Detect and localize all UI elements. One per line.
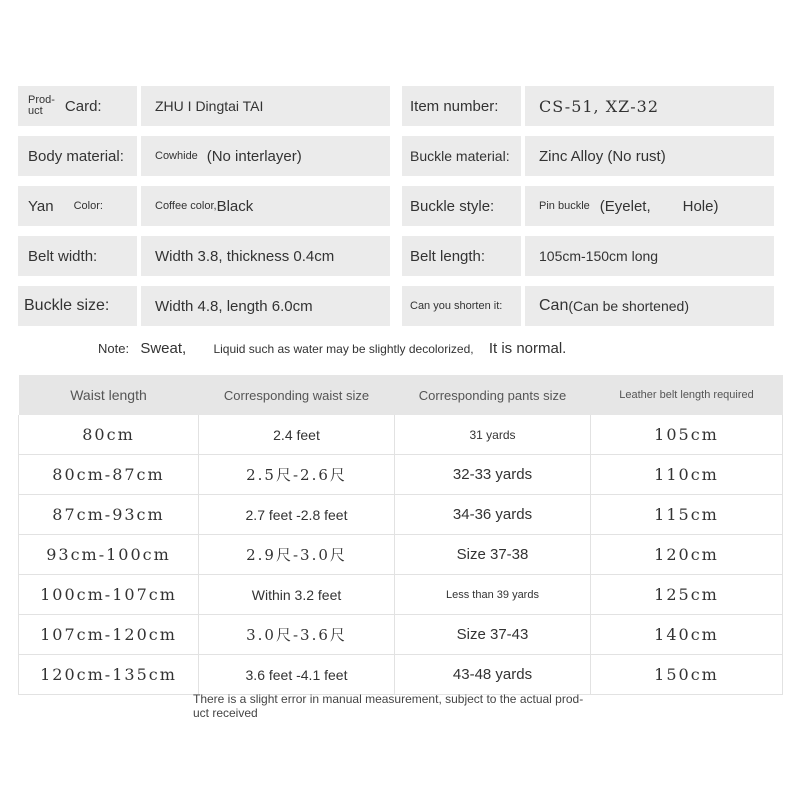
body-material-note: (No interlayer) xyxy=(206,147,302,165)
cell-pants: 32-33 yards xyxy=(395,455,591,495)
value-shorten xyxy=(525,286,774,326)
care-note xyxy=(98,340,566,357)
label-product-part1: Prod- xyxy=(28,94,55,106)
cell-size: 3.6 feet -4.1 feet xyxy=(199,655,395,695)
buckle-style-value: Pin buckle xyxy=(539,200,590,212)
cell-waist: 93cm-100cm xyxy=(19,535,199,575)
label-buckle-style xyxy=(402,186,521,226)
spec-table xyxy=(18,86,774,336)
cell-size: Within 3.2 feet xyxy=(199,575,395,615)
item-number-label: Item number: xyxy=(410,97,499,115)
cell-belt: 120cm xyxy=(591,535,783,575)
cell-belt: 110cm xyxy=(591,455,783,495)
cell-pants: 43-48 yards xyxy=(395,655,591,695)
cell-waist: 80cm-87cm xyxy=(19,455,199,495)
item-number-value: CS-51, XZ-32 xyxy=(539,96,659,116)
belt-width-value: Width 3.8, thickness 0.4cm xyxy=(155,247,335,265)
label-item-number xyxy=(402,86,521,126)
buckle-size-value: Width 4.8, length 6.0cm xyxy=(155,297,313,315)
table-row xyxy=(19,495,783,535)
header-waist-size: Corresponding waist size xyxy=(199,375,395,415)
color-value-black: Black xyxy=(216,197,254,215)
buckle-style-eyelet: (Eyelet, xyxy=(599,197,651,215)
spec-row-product xyxy=(18,86,774,126)
header-waist-length: Waist length xyxy=(19,375,199,415)
cell-waist: 107cm-120cm xyxy=(19,615,199,655)
cell-size: 2.7 feet -2.8 feet xyxy=(199,495,395,535)
table-row xyxy=(19,655,783,695)
cell-waist: 87cm-93cm xyxy=(19,495,199,535)
value-color xyxy=(141,186,390,226)
table-row xyxy=(19,615,783,655)
shorten-label: Can you shorten it: xyxy=(410,300,503,312)
label-product-card xyxy=(18,86,137,126)
belt-width-label: Belt width: xyxy=(28,247,98,265)
cell-belt: 150cm xyxy=(591,655,783,695)
value-item-number xyxy=(525,86,774,126)
note-normal: It is normal. xyxy=(488,340,567,357)
measurement-disclaimer: There is a slight error in manual measurement, subject to the actual prod-uct received xyxy=(193,692,584,720)
cell-size: 2.9尺-3.0尺 xyxy=(199,535,395,575)
label-belt-width xyxy=(18,236,137,276)
buckle-material-label: Buckle material: xyxy=(410,148,510,164)
value-buckle-material xyxy=(525,136,774,176)
table-header-row xyxy=(19,375,783,415)
cell-belt: 140cm xyxy=(591,615,783,655)
buckle-material-value: Zinc Alloy (No rust) xyxy=(539,147,666,165)
cell-size: 2.5尺-2.6尺 xyxy=(199,455,395,495)
color-label-part1: Yan xyxy=(28,197,54,215)
value-belt-width xyxy=(141,236,390,276)
cell-belt: 125cm xyxy=(591,575,783,615)
spec-row-color xyxy=(18,186,774,226)
buckle-style-hole: Hole) xyxy=(682,197,719,215)
label-body-material xyxy=(18,136,137,176)
cell-size: 2.4 feet xyxy=(199,415,395,455)
cell-pants: Size 37-43 xyxy=(395,615,591,655)
belt-length-value: 105cm-150cm long xyxy=(539,248,659,264)
note-sweat: Sweat, xyxy=(140,340,187,357)
label-buckle-size xyxy=(18,286,137,326)
label-shorten xyxy=(402,286,521,326)
cell-waist: 100cm-107cm xyxy=(19,575,199,615)
table-row xyxy=(19,455,783,495)
label-color xyxy=(18,186,137,226)
value-buckle-size xyxy=(141,286,390,326)
cell-belt: 105cm xyxy=(591,415,783,455)
value-belt-length xyxy=(525,236,774,276)
value-body-material xyxy=(141,136,390,176)
label-card: Card: xyxy=(64,97,102,115)
cell-pants: 31 yards xyxy=(395,415,591,455)
label-belt-length xyxy=(402,236,521,276)
body-material-value: Cowhide xyxy=(155,150,198,162)
product-card-value: ZHU I Dingtai TAI xyxy=(155,98,264,114)
buckle-style-label: Buckle style: xyxy=(410,197,495,215)
spec-row-buckle-size xyxy=(18,286,774,326)
cell-size: 3.0尺-3.6尺 xyxy=(199,615,395,655)
cell-waist: 80cm xyxy=(19,415,199,455)
color-value-coffee: Coffee color, xyxy=(155,200,217,212)
note-label: Note: xyxy=(98,341,130,356)
label-buckle-material xyxy=(402,136,521,176)
color-label-part2: Color: xyxy=(73,200,103,212)
buckle-size-label: Buckle size: xyxy=(24,297,110,314)
spec-row-belt xyxy=(18,236,774,276)
shorten-value: Can xyxy=(539,297,569,314)
cell-pants: Size 37-38 xyxy=(395,535,591,575)
label-product-part2: uct xyxy=(28,105,43,117)
table-row xyxy=(19,415,783,455)
size-chart-table xyxy=(18,375,783,695)
value-product-card xyxy=(141,86,390,126)
value-buckle-style xyxy=(525,186,774,226)
table-row xyxy=(19,575,783,615)
cell-pants: Less than 39 yards xyxy=(395,575,591,615)
cell-pants: 34-36 yards xyxy=(395,495,591,535)
header-belt-length: Leather belt length required xyxy=(591,375,783,415)
table-row xyxy=(19,535,783,575)
cell-waist: 120cm-135cm xyxy=(19,655,199,695)
spec-row-material xyxy=(18,136,774,176)
note-liquid: Liquid such as water may be slightly decolorized, xyxy=(213,342,474,356)
header-pants-size: Corresponding pants size xyxy=(395,375,591,415)
belt-length-label: Belt length: xyxy=(410,247,486,265)
body-material-label: Body material: xyxy=(28,147,124,165)
shorten-note: (Can be shortened) xyxy=(568,298,689,314)
cell-belt: 115cm xyxy=(591,495,783,535)
